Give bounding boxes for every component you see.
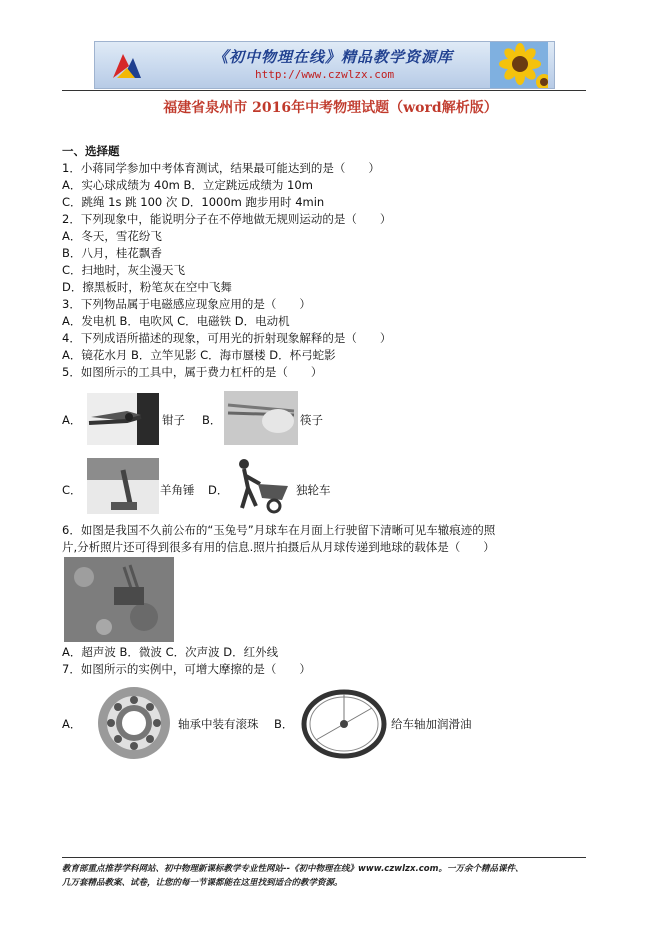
claw-hammer-image xyxy=(87,458,159,514)
ball-bearing-image xyxy=(93,684,175,762)
chopsticks-image xyxy=(224,391,298,445)
site-logo-icon xyxy=(109,48,145,82)
footer-divider xyxy=(62,857,586,858)
wheelbarrow-image xyxy=(230,456,292,514)
q2-option-c: C．扫地时，灰尘漫天飞 xyxy=(62,263,186,277)
q5-option-d-label: 独轮车 xyxy=(296,483,331,497)
sunflower-icon xyxy=(490,42,548,88)
q1-options-cd: C．跳绳 1s 跳 100 次 D．1000m 跑步用时 4min xyxy=(62,195,325,209)
q7-option-a-label: 轴承中装有滚珠 xyxy=(178,717,259,731)
q2-option-d: D．擦黑板时，粉笔灰在空中飞舞 xyxy=(62,280,232,294)
q5-option-b-letter: B． xyxy=(202,413,222,427)
banner-url[interactable]: http://www.czwlzx.com xyxy=(255,68,395,81)
header-banner xyxy=(94,41,555,89)
banner-title: 《初中物理在线》精品教学资源库 xyxy=(213,48,454,66)
q2-option-a: A．冬天，雪花纷飞 xyxy=(62,229,162,243)
bicycle-wheel-image xyxy=(300,688,388,760)
q5-option-c-label: 羊角锤 xyxy=(160,483,195,497)
q5-option-d-letter: D． xyxy=(208,483,229,497)
question-1: 1．小蒋同学参加中考体育测试，结果最可能达到的是（ ） xyxy=(62,161,380,175)
q3-options: A．发电机 B．电吹风 C．电磁铁 D．电动机 xyxy=(62,314,290,328)
page-footer xyxy=(62,862,602,890)
q7-option-b-label: 给车轴加润滑油 xyxy=(391,717,472,731)
q6-options: A．超声波 B．微波 C．次声波 D．红外线 xyxy=(62,645,279,659)
question-6-line1: 6．如图是我国不久前公布的“玉兔号”月球车在月面上行驶留下清晰可见车辙痕迹的照 xyxy=(62,523,496,537)
question-5: 5．如图所示的工具中，属于费力杠杆的是（ ） xyxy=(62,365,323,379)
question-2: 2．下列现象中，能说明分子在不停地做无规则运动的是（ ） xyxy=(62,212,392,226)
footer-line-2: 几万套精品教案、试卷，让您的每一节课都能在这里找到适合的教学资源。 xyxy=(62,878,343,888)
q7-option-b-letter: B． xyxy=(274,717,294,731)
footer-line-1: 教育部重点推荐学科网站、初中物理新课标教学专业性网站--《初中物理在线》www.czwlzx.com。一万余个精品课件、 xyxy=(62,864,524,874)
question-6-line2: 片,分析照片还可得到很多有用的信息.照片拍摄后从月球传递到地球的载体是（ ） xyxy=(62,540,495,554)
moon-rover-tracks-image xyxy=(64,557,174,642)
question-3: 3．下列物品属于电磁感应现象应用的是（ ） xyxy=(62,297,311,311)
document-title: 福建省泉州市 2016年中考物理试题（word解析版） xyxy=(163,100,498,116)
q4-options: A．镜花水月 B．立竿见影 C．海市蜃楼 D．杯弓蛇影 xyxy=(62,348,336,362)
question-4: 4．下列成语所描述的现象，可用光的折射现象解释的是（ ） xyxy=(62,331,392,345)
section-heading: 一、选择题 xyxy=(62,144,120,158)
header-divider xyxy=(62,90,586,91)
q5-option-c-letter: C． xyxy=(62,483,82,497)
q5-option-b-label: 筷子 xyxy=(300,413,323,427)
question-7: 7．如图所示的实例中，可增大摩擦的是（ ） xyxy=(62,662,311,676)
q7-option-a-letter: A． xyxy=(62,717,82,731)
q2-option-b: B．八月，桂花飘香 xyxy=(62,246,162,260)
q5-option-a-label: 钳子 xyxy=(162,413,185,427)
q5-option-a-letter: A． xyxy=(62,413,82,427)
q1-options-ab: A．实心球成绩为 40m B．立定跳远成绩为 10m xyxy=(62,178,313,192)
pliers-image xyxy=(87,393,159,445)
